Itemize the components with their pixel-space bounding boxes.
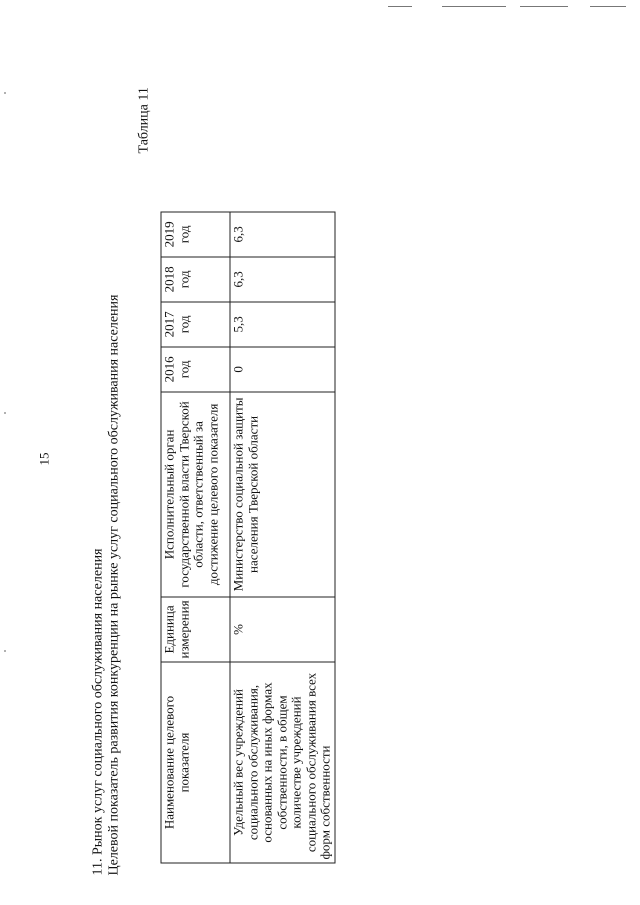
header-year-2019: 2019 год <box>161 211 230 256</box>
table-label: Таблица 11 <box>136 86 151 153</box>
section-title: 11. Рынок услуг социального обслуживания населения <box>90 548 105 875</box>
header-year-2018: 2018 год <box>161 256 230 301</box>
value-2018: 6,3 <box>230 256 335 301</box>
responsible-body-cell: Министерство социальной защиты населения Тверской области <box>230 391 335 596</box>
table-row <box>230 211 335 862</box>
page-number: 15 <box>36 452 51 465</box>
unit-cell: % <box>230 596 335 661</box>
header-year-2017: 2017 год <box>161 301 230 346</box>
table-header-row <box>161 211 230 862</box>
header-year-2016: 2016 год <box>161 346 230 391</box>
header-unit: Единица измерения <box>161 596 230 661</box>
table-subtitle: Целевой показатель развития конкуренции на рынке услуг социального обслуживания населения <box>106 294 121 875</box>
header-responsible-body: Исполнительный орган государственной власти Тверской области, ответственный за достижение целевого показателя <box>161 391 230 596</box>
indicator-name-cell: Удельный вес учреждений социального обслуживания, основанных на иных формах собственности, в общем количестве учреждений социального обслуживания всех форм собственности <box>230 662 335 863</box>
indicator-table <box>160 211 335 863</box>
header-indicator-name: Наименование целевого показателя <box>161 662 230 863</box>
value-2016: 0 <box>230 346 335 391</box>
value-2017: 5,3 <box>230 301 335 346</box>
value-2019: 6,3 <box>230 211 335 256</box>
